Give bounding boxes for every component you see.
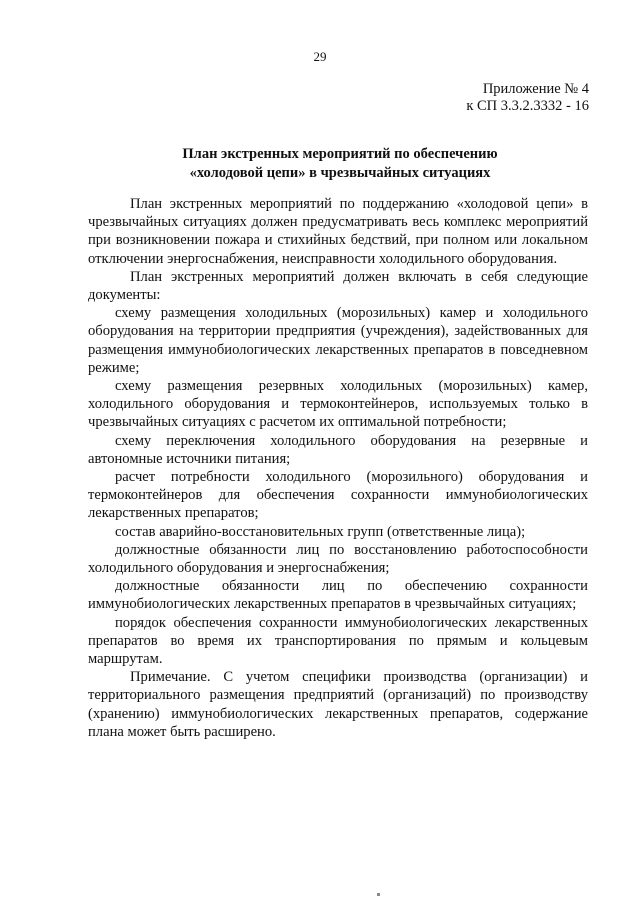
list-item: расчет потребности холодильного (морозильного) оборудования и термоконтейнеров для обеспечения сохранности иммунобиологических лекарственных препаратов; [88,469,588,522]
appendix-label: Приложение № 4 [482,81,589,97]
note-paragraph: Примечание. С учетом специфики производства (организации) и территориального размещения предприятий (организаций) по производству (хранению) иммунобиологических лекарственных препаратов, содержание плана может быть расширено. [88,669,588,740]
title-line-1: План экстренных мероприятий по обеспечению [182,146,498,162]
list-item: порядок обеспечения сохранности иммунобиологических лекарственных препаратов во время их транспортирования по прямым и кольцевым маршрутам. [88,614,588,668]
appendix-regulation: к СП 3.3.2.3332 - 16 [466,98,589,114]
appendix-reference [466,81,589,115]
document-title [0,145,640,183]
list-item: должностные обязанности лиц по восстановлению работоспособности холодильного оборудования и энергоснабжения; [88,541,588,577]
list-item: должностные обязанности лиц по обеспечению сохранности иммунобиологических лекарственных препаратов в чрезвычайных ситуациях; [88,578,588,613]
document-body [88,195,588,741]
list-item: схему переключения холодильного оборудования на резервные и автономные источники питания; [88,432,588,467]
list-item: схему размещения резервных холодильных (морозильных) камер, холодильного оборудования и термоконтейнеров, используемых только в чрезвычайных ситуациях с расчетом их оптимальной потребности; [88,378,588,431]
page-number: 29 [313,49,327,64]
documents-paragraph: План экстренных мероприятий должен включать в себя следующие документы: [88,268,588,304]
list-item: схему размещения холодильных (морозильных) камер и холодильного оборудования на территории предприятия (учреждения), задействованных для размещения иммунобиологических лекарственных препаратов в повседневном режиме; [88,305,588,376]
intro-paragraph: План экстренных мероприятий по поддержанию «холодовой цепи» в чрезвычайных ситуациях должен предусматривать весь комплекс мероприятий при возникновении пожара и стихийных бедствий, при полном или локальном отключении энергоснабжения, неисправности холодильного оборудования. [88,196,588,267]
list-item: состав аварийно-восстановительных групп (ответственные лица); [115,523,526,540]
scan-mark [377,893,380,896]
title-line-2: «холодовой цепи» в чрезвычайных ситуациях [189,165,491,181]
